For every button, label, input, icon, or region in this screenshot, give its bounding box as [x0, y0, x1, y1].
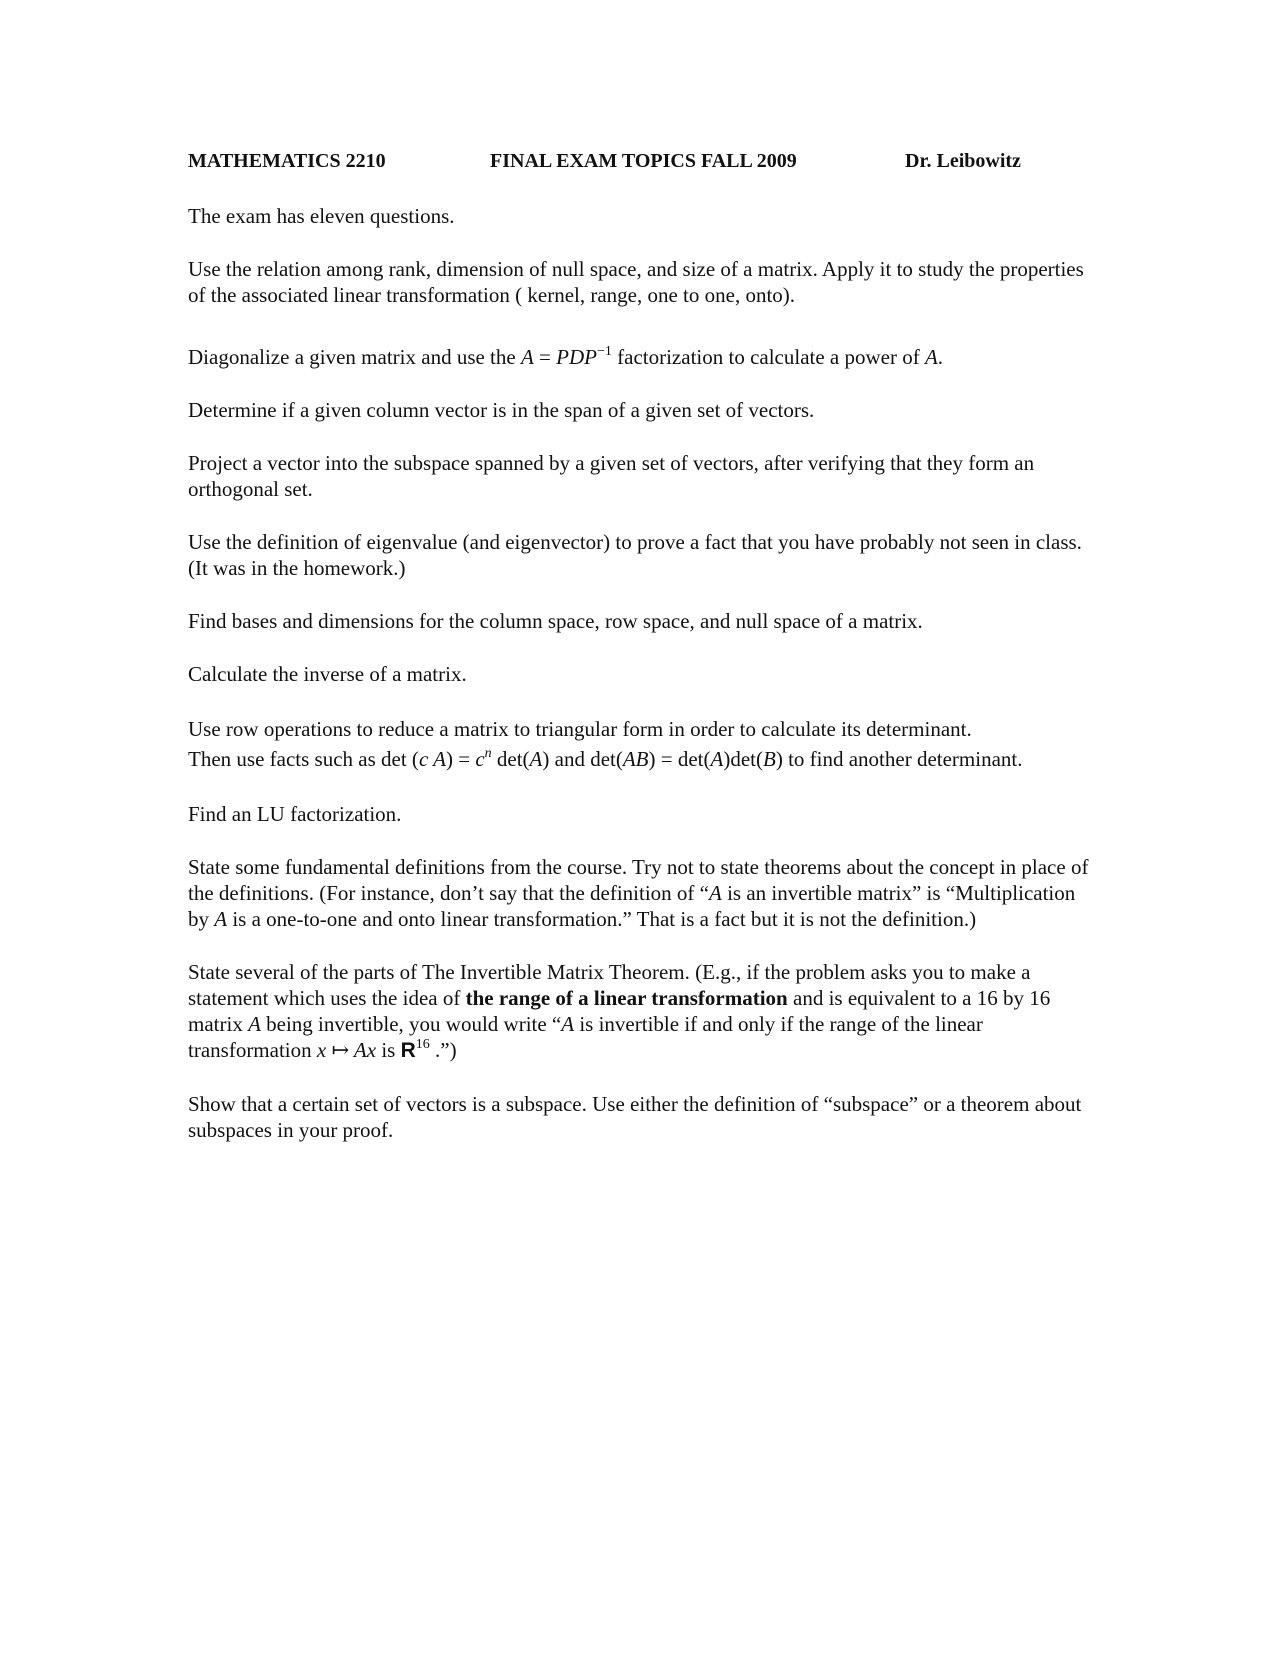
intro-paragraph: The exam has eleven questions.: [188, 204, 455, 228]
topic-eigen: Use the definition of eigenvalue (and eigenvector) to prove a fact that you have probably not seen in class. (It was in the homework.): [188, 530, 1082, 580]
topic-lu: Find an LU factorization.: [188, 802, 402, 826]
imt-part3: being invertible, you would write “: [260, 1012, 562, 1036]
det-f1-c: c A: [418, 747, 446, 771]
det-f1-A: A: [529, 747, 543, 771]
det-then: Then use facts such as: [188, 747, 382, 771]
exam-title: FINAL EXAM TOPICS FALL 2009: [490, 150, 797, 172]
defs-var-2: A: [214, 907, 228, 931]
imt-var-1: A: [248, 1012, 261, 1036]
diag-formula-lhs: A: [520, 345, 534, 369]
det-f1-cn: c: [475, 747, 485, 771]
det-f1-det: det(: [491, 747, 530, 771]
defs-part3: is a one-to-one and onto linear transformation.” That is a fact but it is not the definition.): [227, 907, 977, 931]
imt-var-2: A: [561, 1012, 575, 1036]
diag-text-before: Diagonalize a given matrix and use the: [188, 345, 521, 369]
imt-bold-phrase: the range of a linear transformation: [465, 986, 788, 1010]
topic-span: Determine if a given column vector is in the span of a given set of vectors.: [188, 398, 815, 422]
det-f1-n: n: [484, 746, 492, 761]
det-line1: Use row operations to reduce a matrix to triangular form in order to calculate its determinant.: [188, 717, 972, 741]
imt-exponent: 16: [415, 1037, 430, 1052]
diag-formula-exponent: −1: [596, 344, 612, 359]
imt-end: .”): [429, 1038, 457, 1062]
topic-determinant: [188, 714, 1093, 774]
topic-bases: Find bases and dimensions for the column space, row space, and null space of a matrix.: [188, 609, 923, 633]
topic-definitions: [188, 854, 1093, 932]
imt-part4: is invertible if and only if the range of the linear transformation: [188, 1012, 983, 1062]
det-f2-c: )det(: [723, 747, 763, 771]
imt-map: x ↦ Ax: [316, 1038, 377, 1062]
det-f1-close: ): [542, 747, 550, 771]
topic-inverse: Calculate the inverse of a matrix.: [188, 662, 467, 686]
det-f2-A: A: [710, 747, 724, 771]
instructor-name: Dr. Leibowitz: [905, 150, 1021, 172]
topic-subspace: Show that a certain set of vectors is a subspace. Use either the definition of “subspace” or a theorem about subspaces in your proof.: [188, 1092, 1082, 1142]
det-f2-a: det(: [590, 747, 623, 771]
topic-diagonalize: [188, 344, 1093, 370]
diag-var: A: [924, 345, 938, 369]
topic-rank: Use the relation among rank, dimension of null space, and size of a matrix. Apply it to study the properties of the associated linear transformation ( kernel, range, one to one, onto).: [188, 257, 1084, 307]
imt-is: is: [376, 1038, 401, 1062]
topic-invertible-matrix-theorem: [188, 959, 1093, 1064]
det-f1-b: ) =: [445, 747, 476, 771]
topics-list: [188, 203, 1093, 1170]
imt-real-space: R: [400, 1039, 416, 1062]
det-rest: to find another determinant.: [782, 747, 1023, 771]
det-f1-a: det (: [381, 747, 419, 771]
diag-formula-rhs: PDP: [556, 345, 597, 369]
diag-end: .: [937, 345, 944, 369]
defs-part2: is an invertible matrix” is “Multiplication by: [188, 881, 1076, 931]
imt-part1: State several of the parts of The Invertible Matrix Theorem. (E.g., if the problem asks you to make a statement which uses the idea of: [188, 960, 1031, 1010]
det-f2-b: ) = det(: [648, 747, 711, 771]
imt-part2: and is equivalent to a 16 by 16 matrix: [188, 986, 1051, 1036]
det-f2-B: B: [763, 747, 776, 771]
defs-var-1: A: [709, 881, 722, 905]
det-and: and: [549, 747, 591, 771]
det-f2-d: ): [775, 747, 783, 771]
defs-part1: State some fundamental definitions from the course. Try not to state theorems about the concept in place of the definitions. (For instance, don’t say that the definition of “: [188, 855, 1089, 905]
topic-project: Project a vector into the subspace spanned by a given set of vectors, after verifying that they form an orthogonal set.: [188, 451, 1035, 501]
diag-formula-eq: =: [533, 345, 557, 369]
det-f2-AB: AB: [622, 747, 649, 771]
course-name: MATHEMATICS 2210: [188, 150, 386, 172]
diag-text-after: factorization to calculate a power of: [611, 345, 925, 369]
